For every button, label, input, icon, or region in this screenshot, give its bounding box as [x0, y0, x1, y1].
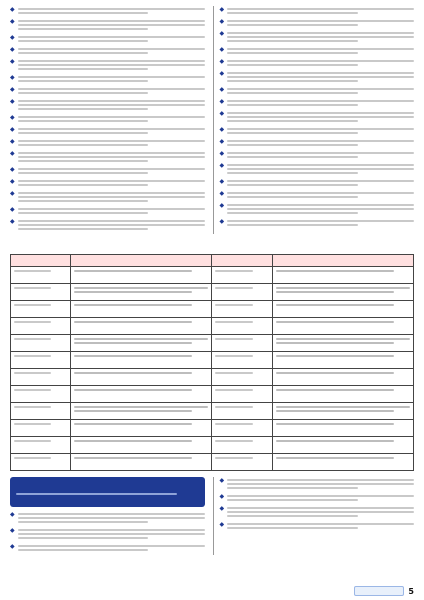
list-item-text [18, 166, 205, 176]
list-item-text [18, 98, 205, 112]
list-item-text [227, 505, 414, 519]
list-item-text [227, 218, 414, 228]
bullet-icon: ◆ [219, 138, 225, 145]
list-item [10, 6, 205, 16]
table-cell-nickname [272, 301, 413, 318]
list-item [10, 46, 205, 56]
bullet-icon: ◆ [219, 86, 225, 93]
bullet-icon: ◆ [219, 110, 225, 117]
left-place-list [10, 6, 205, 232]
bullet-icon: ◆ [219, 521, 225, 528]
bullet-icon: ◆ [10, 138, 15, 145]
table-row [11, 454, 414, 471]
list-item [10, 218, 205, 232]
table-cell-nickname [272, 369, 413, 386]
bullet-icon: ◆ [10, 58, 15, 65]
list-item-text [227, 477, 414, 491]
bullet-icon: ◆ [219, 218, 225, 225]
list-item [220, 86, 415, 96]
list-item [220, 46, 415, 56]
bullet-icon: ◆ [10, 126, 15, 133]
table-row [11, 318, 414, 335]
bullet-icon: ◆ [219, 58, 225, 65]
list-item-text [18, 6, 205, 16]
list-item-text [227, 18, 414, 28]
list-item-text [18, 511, 205, 525]
table-row [11, 420, 414, 437]
list-item [10, 58, 205, 72]
list-item-text [227, 110, 414, 124]
table-title [10, 240, 414, 254]
list-item [10, 543, 205, 553]
table-cell-nickname [272, 403, 413, 420]
bullet-icon: ◆ [219, 18, 225, 25]
list-item [220, 30, 415, 44]
list-item-text [227, 138, 414, 148]
list-item [220, 493, 415, 503]
lower-left-list [10, 511, 205, 553]
list-item [10, 34, 205, 44]
table-cell-city [11, 284, 71, 301]
list-item-text [227, 493, 414, 503]
bullet-icon: ◆ [10, 206, 15, 213]
list-item-text [227, 98, 414, 108]
table-cell-nickname [71, 284, 212, 301]
table-row [11, 403, 414, 420]
list-item [220, 126, 415, 136]
table-cell-city [212, 437, 272, 454]
bullet-icon: ◆ [10, 511, 15, 518]
bullet-icon: ◆ [10, 18, 15, 25]
table-cell-nickname [71, 403, 212, 420]
list-item-text [18, 18, 205, 32]
list-item [220, 58, 415, 68]
list-item [220, 505, 415, 519]
list-item-text [18, 138, 205, 148]
list-item-text [227, 30, 414, 44]
table-cell-city [212, 267, 272, 284]
bullet-icon: ◆ [10, 527, 15, 534]
table-cell-city [11, 301, 71, 318]
list-item [220, 178, 415, 188]
table-cell-nickname [272, 267, 413, 284]
table-row [11, 386, 414, 403]
list-item-text [227, 46, 414, 56]
bullet-icon: ◆ [10, 46, 15, 53]
table-cell-city [11, 454, 71, 471]
table-cell-city [212, 352, 272, 369]
table-cell-nickname [71, 454, 212, 471]
bullet-icon: ◆ [219, 70, 225, 77]
list-item-text [227, 70, 414, 84]
city-nickname-section [10, 240, 414, 471]
list-item [220, 110, 415, 124]
bullet-icon: ◆ [10, 178, 15, 185]
list-item [10, 206, 205, 216]
list-item-text [18, 86, 205, 96]
bullet-icon: ◆ [219, 493, 225, 500]
top-columns [10, 6, 414, 234]
list-item [220, 150, 415, 160]
list-item-text [227, 58, 414, 68]
table-cell-nickname [272, 284, 413, 301]
list-item [10, 138, 205, 148]
list-item-text [18, 34, 205, 44]
list-item [220, 477, 415, 491]
list-item [220, 98, 415, 108]
list-item [220, 190, 415, 200]
list-item [10, 511, 205, 525]
table-row [11, 335, 414, 352]
list-item [10, 126, 205, 136]
bullet-icon: ◆ [10, 150, 15, 157]
bullet-icon: ◆ [219, 190, 225, 197]
bullet-icon: ◆ [219, 178, 225, 185]
right-column [213, 6, 415, 234]
table-cell-nickname [71, 318, 212, 335]
list-item-text [18, 218, 205, 232]
footer-title [354, 586, 404, 596]
list-item-text [18, 58, 205, 72]
list-item-text [18, 543, 205, 553]
bullet-icon: ◆ [219, 46, 225, 53]
table-cell-nickname [272, 352, 413, 369]
bullet-icon: ◆ [219, 98, 225, 105]
bullet-icon: ◆ [219, 505, 225, 512]
table-row [11, 301, 414, 318]
table-cell-city [11, 369, 71, 386]
lower-columns [10, 477, 414, 555]
table-header-city-2 [212, 255, 272, 267]
table-cell-city [11, 318, 71, 335]
list-item-text [227, 178, 414, 188]
list-item [220, 521, 415, 531]
list-item [10, 18, 205, 32]
list-item [10, 98, 205, 112]
bullet-icon: ◆ [10, 86, 15, 93]
table-cell-nickname [71, 369, 212, 386]
left-column [10, 6, 205, 234]
table-cell-city [212, 318, 272, 335]
bullet-icon: ◆ [219, 202, 225, 209]
table-cell-city [212, 369, 272, 386]
list-item [220, 138, 415, 148]
table-cell-city [212, 284, 272, 301]
page-number: 5 [408, 586, 414, 596]
list-item [10, 74, 205, 84]
table-cell-city [11, 420, 71, 437]
table-header-nickname [71, 255, 212, 267]
list-item-text [18, 527, 205, 541]
list-item-text [18, 206, 205, 216]
bullet-icon: ◆ [10, 114, 15, 121]
table-cell-nickname [71, 437, 212, 454]
list-item [10, 178, 205, 188]
list-item [220, 202, 415, 216]
table-row [11, 284, 414, 301]
table-row [11, 369, 414, 386]
bullet-icon: ◆ [10, 74, 15, 81]
list-item-text [18, 150, 205, 164]
table-cell-nickname [272, 420, 413, 437]
table-cell-nickname [71, 352, 212, 369]
table-header-row [11, 255, 414, 267]
table-cell-city [212, 420, 272, 437]
list-item-text [18, 74, 205, 84]
list-item [220, 6, 415, 16]
list-item [10, 114, 205, 124]
table-cell-city [11, 335, 71, 352]
bullet-icon: ◆ [219, 30, 225, 37]
table-cell-nickname [272, 318, 413, 335]
list-item [10, 166, 205, 176]
list-item [220, 218, 415, 228]
bullet-icon: ◆ [10, 166, 15, 173]
list-item-text [18, 126, 205, 136]
list-item-text [18, 46, 205, 56]
table-row [11, 352, 414, 369]
table-cell-city [11, 403, 71, 420]
table-cell-city [11, 267, 71, 284]
table-header-nickname-2 [272, 255, 413, 267]
list-item-text [227, 190, 414, 200]
table-cell-nickname [71, 335, 212, 352]
list-item-text [227, 86, 414, 96]
bullet-icon: ◆ [219, 150, 225, 157]
bullet-icon: ◆ [10, 218, 15, 225]
list-item [10, 190, 205, 204]
table-header-city [11, 255, 71, 267]
list-item-text [227, 202, 414, 216]
bullet-icon: ◆ [10, 98, 15, 105]
bullet-icon: ◆ [219, 126, 225, 133]
table-cell-nickname [272, 386, 413, 403]
bullet-icon: ◆ [219, 6, 225, 13]
city-nickname-table [10, 254, 414, 471]
table-cell-nickname [272, 335, 413, 352]
list-item-text [227, 150, 414, 160]
page-footer [354, 586, 414, 596]
table-cell-city [11, 386, 71, 403]
table-cell-nickname [71, 301, 212, 318]
table-cell-nickname [272, 454, 413, 471]
list-item-text [18, 190, 205, 204]
right-place-list [220, 6, 415, 228]
table-cell-city [212, 454, 272, 471]
list-item [220, 162, 415, 176]
table-row [11, 437, 414, 454]
list-item [10, 86, 205, 96]
list-item-text [227, 126, 414, 136]
chapter-header [10, 477, 205, 507]
bullet-icon: ◆ [219, 477, 225, 484]
table-cell-nickname [272, 437, 413, 454]
list-item [10, 527, 205, 541]
table-cell-nickname [71, 420, 212, 437]
list-item-text [227, 6, 414, 16]
table-cell-city [212, 386, 272, 403]
bullet-icon: ◆ [10, 6, 15, 13]
list-item-text [18, 178, 205, 188]
bullet-icon: ◆ [10, 190, 15, 197]
list-item-text [227, 521, 414, 531]
table-cell-city [212, 301, 272, 318]
table-cell-city [212, 335, 272, 352]
lower-right-list [220, 477, 415, 531]
lower-right-column [213, 477, 415, 555]
table-cell-city [212, 403, 272, 420]
list-item [220, 70, 415, 84]
list-item-text [18, 114, 205, 124]
list-item [10, 150, 205, 164]
bullet-icon: ◆ [10, 543, 15, 550]
table-cell-nickname [71, 267, 212, 284]
lower-left-column [10, 477, 205, 555]
table-cell-city [11, 437, 71, 454]
table-row [11, 267, 414, 284]
bullet-icon: ◆ [219, 162, 225, 169]
table-cell-nickname [71, 386, 212, 403]
bullet-icon: ◆ [10, 34, 15, 41]
table-cell-city [11, 352, 71, 369]
list-item [220, 18, 415, 28]
list-item-text [227, 162, 414, 176]
